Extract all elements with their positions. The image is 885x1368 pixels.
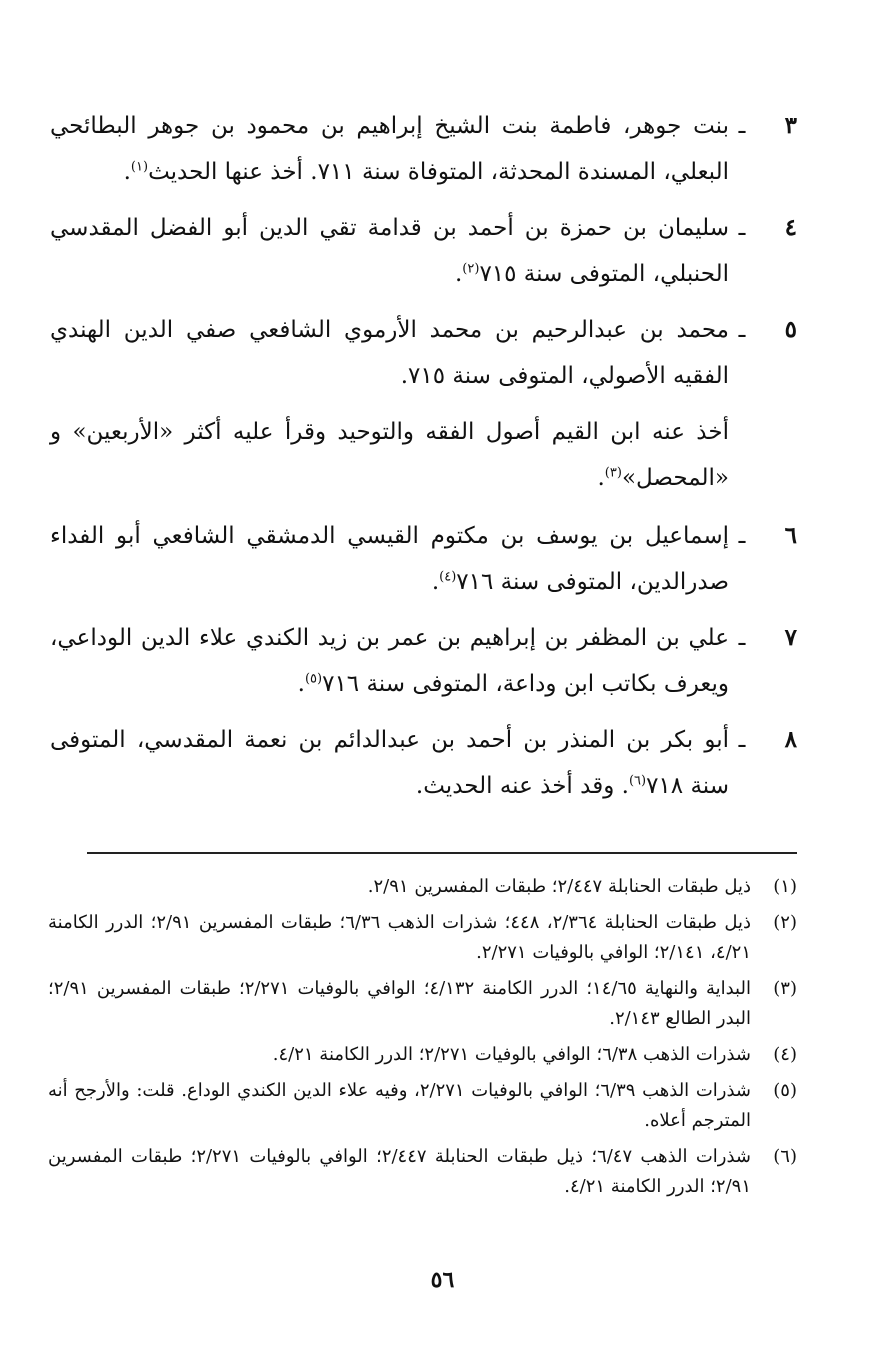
entry-8 <box>50 717 797 809</box>
entry-body: سليمان بن حمزة بن أحمد بن قدامة تقي الدين أبو الفضل المقدسي الحنبلي، المتوفى سنة ٧١٥ <box>50 215 729 287</box>
entry-number: ٧ <box>784 624 797 651</box>
footnote-3 <box>48 974 797 1034</box>
entry-tail: . <box>297 671 305 697</box>
entry-dash: ـ <box>738 215 746 241</box>
entry-number: ٣ <box>784 112 797 139</box>
footnote-text: شذرات الذهب ٦/٣٩؛ الوافي بالوفيات ٢/٢٧١، وفيه علاء الدين الكندي الوداع. قلت: والأرجح أنه المترجم أعلاه. <box>48 1080 751 1131</box>
entry-5-note <box>50 409 729 501</box>
entry-text <box>50 307 729 399</box>
entry-number: ٤ <box>784 214 797 241</box>
footnote-2 <box>48 908 797 968</box>
entry-text <box>50 103 729 195</box>
footnote-label: (٥) <box>773 1080 797 1101</box>
footnote-label: (٢) <box>773 912 797 933</box>
footnote-label: (٤) <box>773 1044 797 1065</box>
footnote-ref: (١) <box>130 159 149 175</box>
entry-body: إسماعيل بن يوسف بن مكتوم القيسي الدمشقي الشافعي أبو الفداء صدرالدين، المتوفى سنة ٧١٦ <box>50 523 729 595</box>
footnote-label: (٣) <box>773 978 797 999</box>
footnote-ref: (٤) <box>439 569 457 585</box>
footnote-ref: (٦) <box>628 773 647 789</box>
entry-tail: . <box>431 569 440 595</box>
footnote-5 <box>48 1076 797 1136</box>
footnote-ref: (٣) <box>604 465 622 481</box>
footnote-text: ذيل طبقات الحنابلة ٢/٣٦٤، ٤٤٨؛ شذرات الذهب ٦/٣٦؛ طبقات المفسرين ٢/٩١؛ الدرر الكامنة ٤/٢١، ٢/١٤١؛ الوافي بالوفيات ٢/٢٧١. <box>48 912 751 963</box>
footnote-text: ذيل طبقات الحنابلة ٢/٤٤٧؛ طبقات المفسرين ٢/٩١. <box>367 876 751 897</box>
note-tail: . <box>597 465 605 491</box>
footnote-4 <box>48 1040 797 1070</box>
entry-body: علي بن المظفر بن إبراهيم بن عمر بن زيد الكندي علاء الدين الوداعي، ويعرف بكاتب ابن وداعة، المتوفى سنة ٧١٦ <box>50 625 729 697</box>
entry-text <box>50 615 729 707</box>
footnote-6 <box>48 1142 797 1202</box>
entry-body: محمد بن عبدالرحيم بن محمد الأرموي الشافعي صفي الدين الهندي الفقيه الأصولي، المتوفى سنة ٧١٥. <box>50 317 729 389</box>
entry-body: أبو بكر بن المنذر بن أحمد بن عبدالدائم بن نعمة المقدسي، المتوفى سنة ٧١٨ <box>50 727 729 799</box>
entry-number: ٦ <box>784 522 797 549</box>
entry-dash: ـ <box>738 727 746 753</box>
entry-number: ٨ <box>784 726 797 753</box>
footnote-divider <box>87 852 797 854</box>
entry-body: بنت جوهر، فاطمة بنت الشيخ إبراهيم بن محمود بن جوهر البطائحي البعلي، المسندة المحدثة، المتوفاة سنة ٧١١. أخذ عنها الحديث <box>50 113 729 185</box>
entry-text <box>50 513 729 605</box>
footnote-text: شذرات الذهب ٦/٤٧؛ ذيل طبقات الحنابلة ٢/٤٤٧؛ الوافي بالوفيات ٢/٢٧١؛ طبقات المفسرين ٢/٩١؛ الدرر الكامنة ٤/٢١. <box>48 1146 752 1197</box>
entry-text <box>50 717 729 809</box>
entry-dash: ـ <box>738 317 746 343</box>
entry-dash: ـ <box>738 113 746 139</box>
entry-4 <box>50 205 797 297</box>
footnote-ref: (٢) <box>462 261 480 277</box>
note-body: أخذ عنه ابن القيم أصول الفقه والتوحيد وقرأ عليه أكثر «الأربعين» و «المحصل» <box>50 419 729 491</box>
footnotes-section <box>48 872 797 1208</box>
footnote-text: شذرات الذهب ٦/٣٨؛ الوافي بالوفيات ٢/٢٧١؛ الدرر الكامنة ٤/٢١. <box>272 1044 751 1065</box>
footnote-ref: (٥) <box>304 671 323 687</box>
footnote-1 <box>48 872 797 902</box>
entry-number: ٥ <box>784 316 797 343</box>
entry-tail: . وقد أخذ عنه الحديث. <box>415 773 629 799</box>
entry-dash: ـ <box>738 625 746 651</box>
entry-5 <box>50 307 797 399</box>
entry-3 <box>50 103 797 195</box>
entry-dash: ـ <box>738 523 746 549</box>
biography-entries <box>50 103 797 819</box>
entry-tail: . <box>123 159 131 185</box>
entry-text <box>50 205 729 297</box>
entry-7 <box>50 615 797 707</box>
footnote-label: (٦) <box>773 1146 797 1167</box>
entry-tail: . <box>454 261 463 287</box>
entry-6 <box>50 513 797 605</box>
page-number: ٥٦ <box>430 1267 455 1293</box>
footnote-label: (١) <box>773 876 797 897</box>
footnote-text: البداية والنهاية ١٤/٦٥؛ الدرر الكامنة ٤/١٣٢؛ الوافي بالوفيات ٢/٢٧١؛ طبقات المفسرين ٢/٩١؛ البدر الطالع ٢/١٤٣. <box>48 978 751 1029</box>
